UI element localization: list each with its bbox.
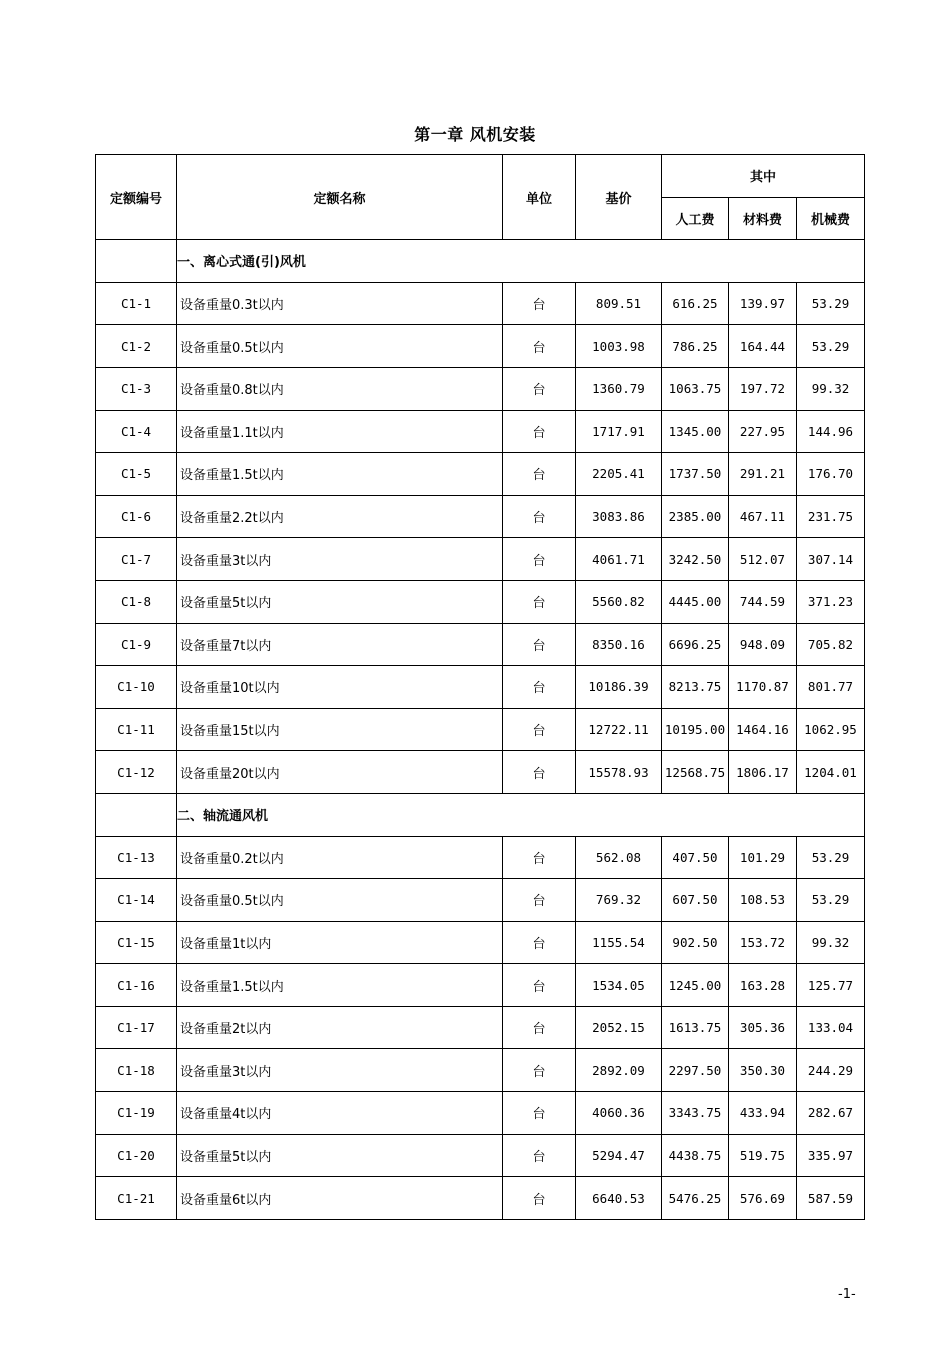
labor-cost: 6696.25: [662, 623, 729, 666]
table-row: [96, 836, 865, 879]
base-price: 1003.98: [576, 325, 662, 368]
quota-code: C1-5: [96, 453, 177, 496]
quota-unit: 台: [503, 1006, 576, 1049]
table-row: [96, 708, 865, 751]
material-cost: 139.97: [729, 282, 797, 325]
machine-cost: 99.32: [797, 367, 865, 410]
quota-name: 设备重量15t以内: [177, 708, 503, 751]
base-price: 12722.11: [576, 708, 662, 751]
base-price: 1534.05: [576, 964, 662, 1007]
labor-cost: 4438.75: [662, 1134, 729, 1177]
machine-cost: 282.67: [797, 1092, 865, 1135]
labor-cost: 407.50: [662, 836, 729, 879]
labor-cost: 616.25: [662, 282, 729, 325]
base-price: 15578.93: [576, 751, 662, 794]
labor-cost: 8213.75: [662, 666, 729, 709]
base-price: 5560.82: [576, 580, 662, 623]
quota-name: 设备重量5t以内: [177, 580, 503, 623]
labor-cost: 607.50: [662, 879, 729, 922]
base-price: 4060.36: [576, 1092, 662, 1135]
quota-name: 设备重量4t以内: [177, 1092, 503, 1135]
quota-code: C1-11: [96, 708, 177, 751]
material-cost: 1806.17: [729, 751, 797, 794]
header-base-price: 基价: [576, 155, 662, 240]
quota-unit: 台: [503, 623, 576, 666]
quota-unit: 台: [503, 921, 576, 964]
base-price: 809.51: [576, 282, 662, 325]
quota-unit: 台: [503, 495, 576, 538]
quota-code: C1-6: [96, 495, 177, 538]
base-price: 769.32: [576, 879, 662, 922]
table-row: [96, 495, 865, 538]
quota-unit: 台: [503, 325, 576, 368]
machine-cost: 125.77: [797, 964, 865, 1007]
quota-name: 设备重量0.5t以内: [177, 879, 503, 922]
quota-code: C1-19: [96, 1092, 177, 1135]
base-price: 6640.53: [576, 1177, 662, 1220]
quota-code: C1-3: [96, 367, 177, 410]
base-price: 10186.39: [576, 666, 662, 709]
quota-name: 设备重量10t以内: [177, 666, 503, 709]
header-row: [96, 155, 865, 198]
material-cost: 519.75: [729, 1134, 797, 1177]
quota-code: C1-12: [96, 751, 177, 794]
quota-name: 设备重量2t以内: [177, 1006, 503, 1049]
section-row: [96, 793, 865, 836]
header-name: 定额名称: [177, 155, 503, 240]
section-code-cell: [96, 793, 177, 836]
machine-cost: 801.77: [797, 666, 865, 709]
material-cost: 1170.87: [729, 666, 797, 709]
base-price: 2892.09: [576, 1049, 662, 1092]
table-row: [96, 1049, 865, 1092]
base-price: 1360.79: [576, 367, 662, 410]
machine-cost: 335.97: [797, 1134, 865, 1177]
base-price: 5294.47: [576, 1134, 662, 1177]
table-row: [96, 367, 865, 410]
quota-name: 设备重量1t以内: [177, 921, 503, 964]
section-title: 一、离心式通(引)风机: [177, 240, 865, 283]
quota-unit: 台: [503, 708, 576, 751]
material-cost: 576.69: [729, 1177, 797, 1220]
quota-unit: 台: [503, 1092, 576, 1135]
header-of-which: 其中: [662, 155, 865, 198]
machine-cost: 1062.95: [797, 708, 865, 751]
machine-cost: 244.29: [797, 1049, 865, 1092]
quota-code: C1-9: [96, 623, 177, 666]
labor-cost: 1613.75: [662, 1006, 729, 1049]
machine-cost: 587.59: [797, 1177, 865, 1220]
machine-cost: 371.23: [797, 580, 865, 623]
labor-cost: 902.50: [662, 921, 729, 964]
quota-code: C1-17: [96, 1006, 177, 1049]
base-price: 2052.15: [576, 1006, 662, 1049]
quota-code: C1-1: [96, 282, 177, 325]
base-price: 4061.71: [576, 538, 662, 581]
quota-code: C1-15: [96, 921, 177, 964]
table-row: [96, 580, 865, 623]
labor-cost: 1737.50: [662, 453, 729, 496]
labor-cost: 10195.00: [662, 708, 729, 751]
table-row: [96, 453, 865, 496]
header-material: 材料费: [729, 197, 797, 240]
page-title: 第一章 风机安装: [414, 125, 536, 144]
quota-unit: 台: [503, 580, 576, 623]
table-row: [96, 666, 865, 709]
quota-name: 设备重量20t以内: [177, 751, 503, 794]
base-price: 1155.54: [576, 921, 662, 964]
quota-code: C1-8: [96, 580, 177, 623]
quota-name: 设备重量1.5t以内: [177, 453, 503, 496]
table-row: [96, 410, 865, 453]
labor-cost: 4445.00: [662, 580, 729, 623]
labor-cost: 1345.00: [662, 410, 729, 453]
quota-unit: 台: [503, 538, 576, 581]
table-row: [96, 1177, 865, 1220]
section-row: [96, 240, 865, 283]
material-cost: 101.29: [729, 836, 797, 879]
quota-name: 设备重量1.5t以内: [177, 964, 503, 1007]
quota-table: [95, 154, 865, 1220]
quota-code: C1-2: [96, 325, 177, 368]
header-unit: 单位: [503, 155, 576, 240]
quota-code: C1-20: [96, 1134, 177, 1177]
machine-cost: 307.14: [797, 538, 865, 581]
machine-cost: 53.29: [797, 282, 865, 325]
table-row: [96, 282, 865, 325]
material-cost: 163.28: [729, 964, 797, 1007]
quota-name: 设备重量0.8t以内: [177, 367, 503, 410]
quota-code: C1-16: [96, 964, 177, 1007]
header-labor: 人工费: [662, 197, 729, 240]
page-number: -1-: [838, 1287, 856, 1302]
material-cost: 467.11: [729, 495, 797, 538]
material-cost: 108.53: [729, 879, 797, 922]
quota-code: C1-7: [96, 538, 177, 581]
labor-cost: 2297.50: [662, 1049, 729, 1092]
quota-unit: 台: [503, 836, 576, 879]
table-row: [96, 1006, 865, 1049]
machine-cost: 133.04: [797, 1006, 865, 1049]
table-row: [96, 879, 865, 922]
material-cost: 197.72: [729, 367, 797, 410]
table-row: [96, 325, 865, 368]
quota-code: C1-10: [96, 666, 177, 709]
quota-unit: 台: [503, 1177, 576, 1220]
quota-name: 设备重量0.2t以内: [177, 836, 503, 879]
material-cost: 164.44: [729, 325, 797, 368]
table-row: [96, 623, 865, 666]
quota-unit: 台: [503, 1049, 576, 1092]
header-machine: 机械费: [797, 197, 865, 240]
material-cost: 291.21: [729, 453, 797, 496]
table-row: [96, 964, 865, 1007]
quota-name: 设备重量0.3t以内: [177, 282, 503, 325]
table-row: [96, 538, 865, 581]
quota-unit: 台: [503, 751, 576, 794]
base-price: 562.08: [576, 836, 662, 879]
quota-unit: 台: [503, 879, 576, 922]
labor-cost: 5476.25: [662, 1177, 729, 1220]
quota-unit: 台: [503, 410, 576, 453]
material-cost: 305.36: [729, 1006, 797, 1049]
quota-code: C1-13: [96, 836, 177, 879]
quota-unit: 台: [503, 666, 576, 709]
labor-cost: 3343.75: [662, 1092, 729, 1135]
base-price: 3083.86: [576, 495, 662, 538]
machine-cost: 231.75: [797, 495, 865, 538]
machine-cost: 53.29: [797, 879, 865, 922]
material-cost: 512.07: [729, 538, 797, 581]
quota-name: 设备重量5t以内: [177, 1134, 503, 1177]
quota-code: C1-21: [96, 1177, 177, 1220]
machine-cost: 1204.01: [797, 751, 865, 794]
section-code-cell: [96, 240, 177, 283]
labor-cost: 1245.00: [662, 964, 729, 1007]
quota-unit: 台: [503, 453, 576, 496]
table-row: [96, 751, 865, 794]
material-cost: 744.59: [729, 580, 797, 623]
machine-cost: 176.70: [797, 453, 865, 496]
table-row: [96, 921, 865, 964]
material-cost: 948.09: [729, 623, 797, 666]
quota-unit: 台: [503, 1134, 576, 1177]
labor-cost: 12568.75: [662, 751, 729, 794]
machine-cost: 144.96: [797, 410, 865, 453]
table-row: [96, 1134, 865, 1177]
quota-code: C1-18: [96, 1049, 177, 1092]
quota-code: C1-4: [96, 410, 177, 453]
quota-unit: 台: [503, 367, 576, 410]
machine-cost: 53.29: [797, 325, 865, 368]
base-price: 8350.16: [576, 623, 662, 666]
header-code: 定额编号: [96, 155, 177, 240]
material-cost: 227.95: [729, 410, 797, 453]
machine-cost: 99.32: [797, 921, 865, 964]
quota-unit: 台: [503, 964, 576, 1007]
material-cost: 1464.16: [729, 708, 797, 751]
quota-code: C1-14: [96, 879, 177, 922]
quota-name: 设备重量1.1t以内: [177, 410, 503, 453]
base-price: 1717.91: [576, 410, 662, 453]
material-cost: 153.72: [729, 921, 797, 964]
labor-cost: 786.25: [662, 325, 729, 368]
quota-name: 设备重量7t以内: [177, 623, 503, 666]
quota-name: 设备重量3t以内: [177, 1049, 503, 1092]
table-row: [96, 1092, 865, 1135]
labor-cost: 1063.75: [662, 367, 729, 410]
labor-cost: 3242.50: [662, 538, 729, 581]
quota-name: 设备重量3t以内: [177, 538, 503, 581]
section-title: 二、轴流通风机: [177, 793, 865, 836]
material-cost: 350.30: [729, 1049, 797, 1092]
quota-name: 设备重量2.2t以内: [177, 495, 503, 538]
labor-cost: 2385.00: [662, 495, 729, 538]
quota-name: 设备重量6t以内: [177, 1177, 503, 1220]
machine-cost: 53.29: [797, 836, 865, 879]
material-cost: 433.94: [729, 1092, 797, 1135]
base-price: 2205.41: [576, 453, 662, 496]
quota-name: 设备重量0.5t以内: [177, 325, 503, 368]
quota-unit: 台: [503, 282, 576, 325]
machine-cost: 705.82: [797, 623, 865, 666]
quota-body: [96, 240, 865, 1220]
